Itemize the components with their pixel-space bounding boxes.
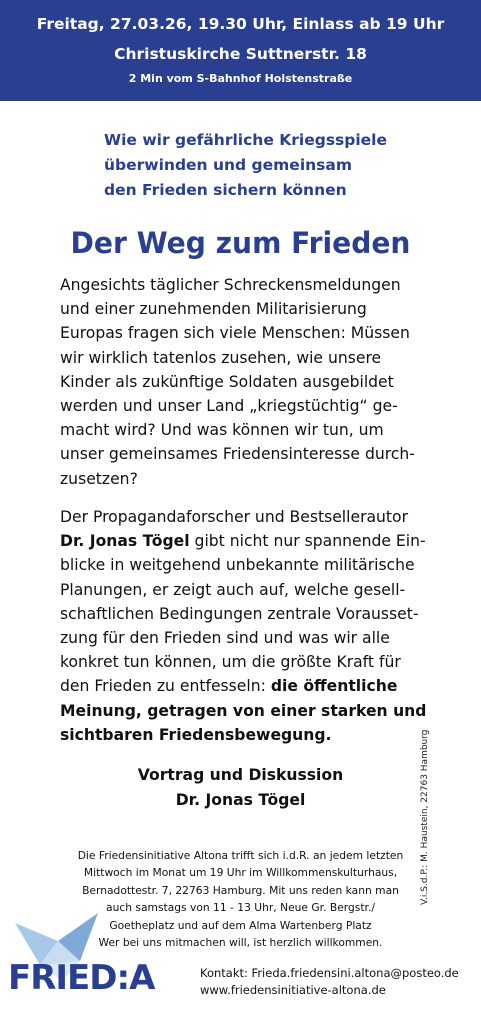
emphasis-text: sichtbaren Friedensbewegung.	[60, 725, 332, 744]
speaker-name: Dr. Jonas Tögel	[60, 532, 190, 551]
frieda-logo: FRIED:A	[8, 958, 155, 998]
paragraph-line: und einer zunehmenden Militarisierung	[60, 300, 367, 319]
event-date-line: Freitag, 27.03.26, 19.30 Uhr, Einlass ab 19 Uhr	[36, 15, 445, 33]
paragraph-line: schaftlichen Bedingungen zentrale Vorausset-	[60, 604, 419, 623]
contact-website[interactable]: www.friedensinitiative-altona.de	[200, 983, 386, 997]
directions-line: 2 Min vom S-Bahnhof Holstenstraße	[128, 72, 353, 85]
talk-speaker: Dr. Jonas Tögel	[175, 791, 306, 809]
paragraph-line: Planungen, er zeigt auch auf, welche gesell-	[60, 580, 406, 599]
paragraph-line: Der Propagandaforscher und Bestsellerautor	[60, 508, 408, 526]
paragraph-line: macht wird? Und was können wir tun, um	[60, 421, 384, 440]
info-line: Wer bei uns mitmachen will, ist herzlich willkommen.	[98, 936, 383, 950]
group-info	[0, 847, 481, 951]
subtitle-line: überwinden und gemeinsam	[104, 156, 353, 174]
paragraph-line: Kinder als zukünftige Soldaten ausgebildet	[60, 372, 394, 391]
header-banner	[0, 0, 481, 101]
paragraph-text: gibt nicht nur spannende Ein-	[189, 532, 426, 551]
info-line: Goetheplatz und auf dem Alma Wartenberg Platz	[109, 918, 372, 932]
paragraph-line: unser gemeinsames Friedensinteresse durch-	[60, 445, 415, 464]
venue-line: Christuskirche Suttnerstr. 18	[114, 45, 367, 63]
paragraph-line: werden und unser Land „kriegstüchtig“ ge-	[60, 397, 398, 416]
paragraph-line: zung für den Frieden sind und was wir alle	[60, 629, 390, 648]
page-title: Der Weg zum Frieden	[70, 226, 411, 260]
paragraph-line	[60, 723, 445, 747]
emphasis-text: Meinung, getragen von einer starken und	[60, 701, 427, 720]
paragraph-line	[60, 699, 445, 723]
emphasis-text: die öffentliche	[270, 677, 398, 696]
subtitle	[104, 128, 444, 203]
paragraph-text: den Frieden zu entfesseln:	[60, 677, 271, 696]
talk-type: Vortrag und Diskussion	[137, 766, 344, 784]
imprint-credit: V.i.S.d.P.: M. Haustein, 22763 Hamburg	[420, 729, 430, 905]
paragraph-line: Europas fragen sich viele Menschen: Müssen	[60, 324, 410, 343]
paragraph-line: Angesichts täglicher Schreckensmeldungen	[60, 276, 401, 294]
paragraph-line	[60, 674, 445, 698]
info-line: Mittwoch im Monat um 19 Uhr im Willkommenskulturhaus,	[83, 866, 398, 880]
paragraph-line: blicke in weitgehend unbekannte militärische	[60, 556, 415, 575]
info-line: Bernadottestr. 7, 22763 Hamburg. Mit uns reden kann man	[82, 883, 399, 897]
contact-info	[200, 965, 459, 999]
paragraph-line: wir wirklich tatenlos zusehen, wie unsere	[60, 348, 382, 367]
subtitle-line: Wie wir gefährliche Kriegsspiele	[104, 131, 388, 149]
paragraph-line: zusetzen?	[60, 469, 138, 488]
subtitle-line: den Frieden sichern können	[104, 181, 347, 199]
paragraph-line: konkret tun können, um die größte Kraft für	[60, 653, 401, 672]
speaker-paragraph	[60, 505, 445, 747]
intro-paragraph	[60, 273, 445, 491]
info-line: auch samstags von 11 - 13 Uhr, Neue Gr. Bergstr./	[106, 901, 375, 915]
paragraph-line	[60, 529, 445, 553]
contact-email[interactable]: Kontakt: Frieda.friedensini.altona@posteo.de	[200, 966, 459, 980]
talk-announcement	[0, 763, 481, 813]
info-line: Die Friedensinitiative Altona trifft sich i.d.R. an jedem letzten	[77, 849, 404, 862]
